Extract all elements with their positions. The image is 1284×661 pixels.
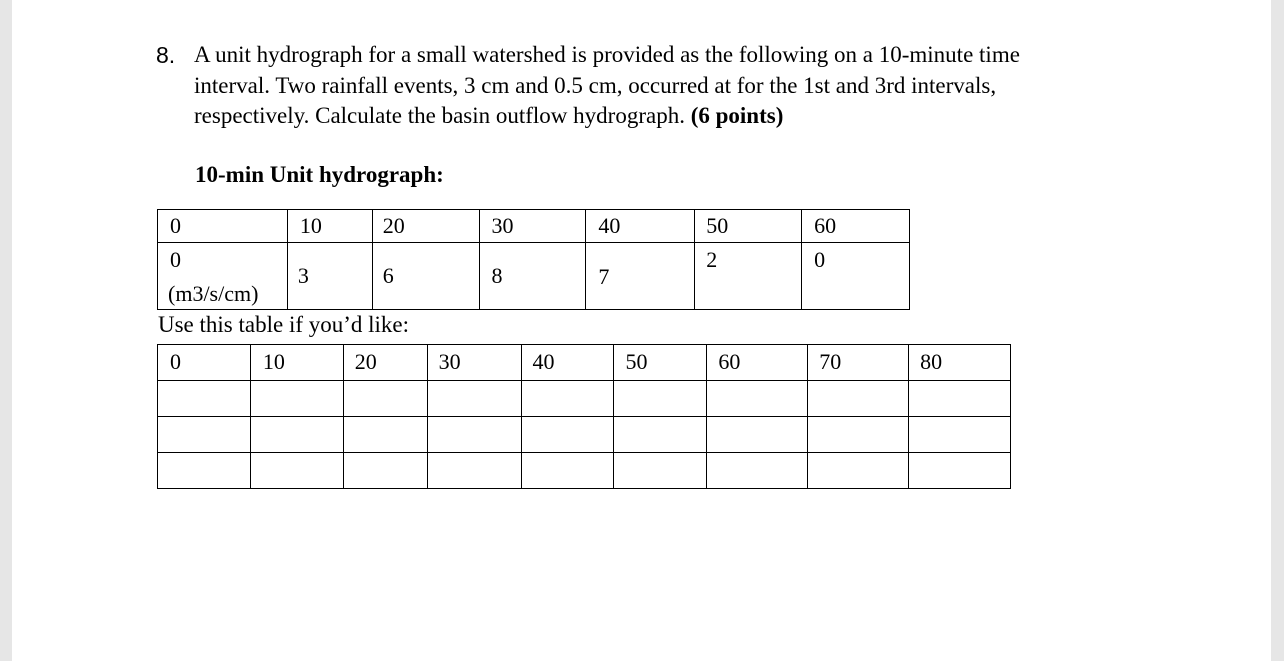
- question-line-3: [194, 101, 1114, 132]
- time-cell: 60: [802, 210, 910, 243]
- worktable-cell[interactable]: [343, 453, 427, 489]
- question-text: [194, 40, 1114, 132]
- discharge-cell: 0 (m3/s/cm): [158, 243, 288, 310]
- worktable-cell[interactable]: [427, 381, 521, 417]
- worktable-header-cell: 60: [707, 345, 808, 381]
- question-line-3-text: respectively. Calculate the basin outflow hydrograph.: [194, 103, 691, 128]
- worktable-cell[interactable]: [250, 381, 343, 417]
- worktable-cell[interactable]: [614, 417, 707, 453]
- worktable-cell[interactable]: [343, 381, 427, 417]
- worktable-cell[interactable]: [250, 417, 343, 453]
- discharge-cell: 3: [287, 243, 372, 310]
- unit-hydrograph-table: [157, 209, 910, 310]
- worktable-cell[interactable]: [909, 381, 1011, 417]
- worktable-caption: Use this table if you’d like:: [158, 312, 410, 337]
- worktable-header-cell: 80: [909, 345, 1011, 381]
- worktable-header-cell: 50: [614, 345, 707, 381]
- worktable-header-cell: 40: [521, 345, 614, 381]
- time-cell: 50: [695, 210, 802, 243]
- worktable-cell[interactable]: [614, 381, 707, 417]
- worktable-cell[interactable]: [521, 417, 614, 453]
- worktable-cell[interactable]: [614, 453, 707, 489]
- worktable-row: [158, 417, 1011, 453]
- discharge-cell: 8: [479, 243, 586, 310]
- worktable-cell[interactable]: [909, 453, 1011, 489]
- worktable-header-cell: 0: [158, 345, 251, 381]
- worktable-cell[interactable]: [707, 453, 808, 489]
- unit-hydrograph-label: 10-min Unit hydrograph:: [195, 162, 444, 187]
- time-cell: 0: [158, 210, 288, 243]
- worktable-row: [158, 381, 1011, 417]
- time-cell: 10: [287, 210, 372, 243]
- worktable-cell[interactable]: [707, 381, 808, 417]
- worktable-row: [158, 453, 1011, 489]
- worktable-cell[interactable]: [427, 453, 521, 489]
- time-cell: 40: [586, 210, 695, 243]
- question-number: 8.: [156, 42, 176, 68]
- discharge-cell: 0: [802, 243, 910, 310]
- time-cell: 30: [479, 210, 586, 243]
- discharge-cell: 7: [586, 243, 695, 310]
- time-cell: 20: [372, 210, 479, 243]
- worktable-cell[interactable]: [707, 417, 808, 453]
- worktable-cell[interactable]: [808, 381, 909, 417]
- question-line-2: interval. Two rainfall events, 3 cm and 0.5 cm, occurred at for the 1st and 3rd intervals,: [194, 72, 997, 98]
- worktable-cell[interactable]: [521, 381, 614, 417]
- worktable-cell[interactable]: [808, 417, 909, 453]
- worktable-header-cell: 10: [250, 345, 343, 381]
- worktable-cell[interactable]: [250, 453, 343, 489]
- time-row: [158, 210, 910, 243]
- worktable-header-row: [158, 345, 1011, 381]
- question-line-1: A unit hydrograph for a small watershed is provided as the following on a 10-minute time: [194, 42, 1020, 67]
- worktable-cell[interactable]: [521, 453, 614, 489]
- worktable-cell[interactable]: [158, 381, 251, 417]
- worktable-header-cell: 30: [427, 345, 521, 381]
- worktable-header-cell: 70: [808, 345, 909, 381]
- worktable-cell[interactable]: [808, 453, 909, 489]
- worktable-cell[interactable]: [158, 417, 251, 453]
- discharge-row: [158, 243, 910, 310]
- discharge-cell: 6: [372, 243, 479, 310]
- worktable-cell[interactable]: [427, 417, 521, 453]
- worktable-cell[interactable]: [158, 453, 251, 489]
- units-label: (m3/s/cm): [168, 281, 259, 306]
- worktable-header-cell: 20: [343, 345, 427, 381]
- points-label: (6 points): [690, 103, 784, 128]
- discharge-cell: 2: [695, 243, 802, 310]
- worktable-cell[interactable]: [343, 417, 427, 453]
- worktable-cell[interactable]: [909, 417, 1011, 453]
- worktable: [157, 344, 1011, 489]
